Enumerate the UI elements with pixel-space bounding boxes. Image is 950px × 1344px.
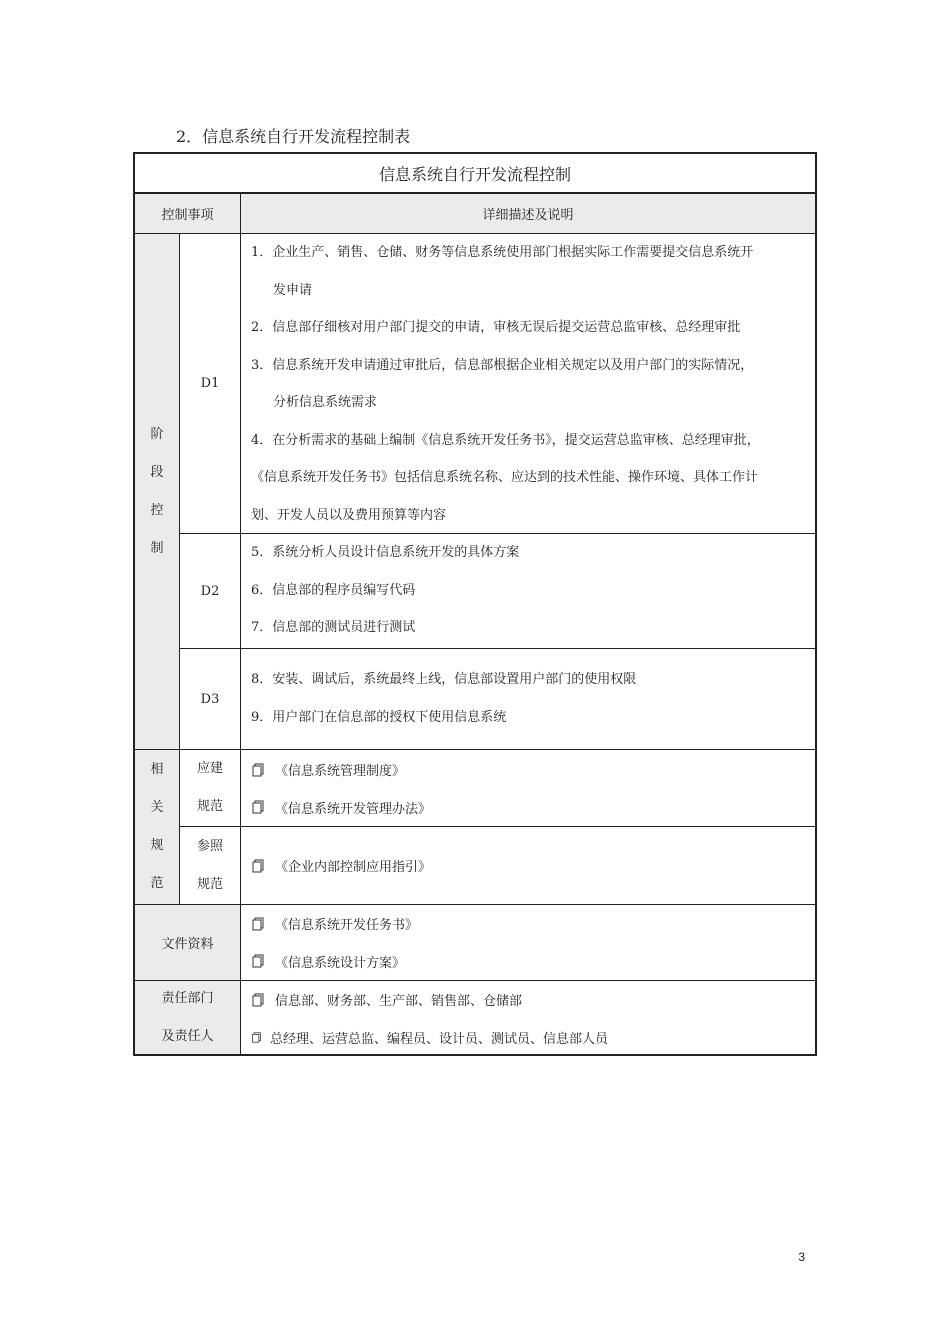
stage-d3-description xyxy=(241,649,815,750)
label-char: 段 xyxy=(150,464,164,480)
documents-label: 文件资料 xyxy=(135,905,241,981)
responsible-text: 信息部、财务部、生产部、销售部、仓储部 xyxy=(275,994,523,1010)
documents-list xyxy=(241,905,815,981)
description-line: 《信息系统开发任务书》包括信息系统名称、应达到的技术性能、操作环境、具体工作计 xyxy=(251,470,759,485)
description-line: 8．安装、调试后，系统最终上线，信息部设置用户部门的使用权限 xyxy=(251,672,637,687)
label-line: 应建 xyxy=(196,761,223,776)
label-char: 制 xyxy=(150,540,164,556)
document-icon xyxy=(251,954,265,968)
document-icon xyxy=(251,763,265,777)
document-icon xyxy=(251,1032,262,1043)
document-icon xyxy=(251,993,265,1007)
document-item xyxy=(251,905,815,943)
description-line: 3．信息系统开发申请通过审批后，信息部根据企业相关规定以及用户部门的实际情况， xyxy=(251,357,754,373)
label-char: 阶 xyxy=(150,426,164,442)
stage-id-d2: D2 xyxy=(180,534,241,649)
stage-d2-description xyxy=(241,534,815,649)
stage-id-d1: D1 xyxy=(180,234,241,534)
related-norms-label xyxy=(135,750,180,905)
document-item xyxy=(251,751,815,789)
label-char: 范 xyxy=(150,876,164,891)
header-control-item: 控制事项 xyxy=(135,194,241,234)
label-char: 相 xyxy=(150,762,164,777)
stage-id-d3: D3 xyxy=(180,649,241,750)
label-line: 参照 xyxy=(196,838,223,854)
description-line: 4．在分析需求的基础上编制《信息系统开发任务书》，提交运营总监审核、总经理审批， xyxy=(251,432,760,448)
document-item xyxy=(251,943,815,981)
control-table xyxy=(133,152,817,1056)
description-line: 1．企业生产、销售、仓储、财务等信息系统使用部门根据实际工作需要提交信息系统开 xyxy=(251,245,754,260)
description-line: 2．信息部仔细核对用户部门提交的申请，审核无误后提交运营总监审核、总经理审批 xyxy=(251,320,741,335)
should-build-norms-list xyxy=(241,750,815,827)
description-line: 7．信息部的测试员进行测试 xyxy=(251,620,416,635)
section-heading: 2．信息系统自行开发流程控制表 xyxy=(176,127,411,146)
document-title: 《信息系统开发管理办法》 xyxy=(275,801,432,817)
document-item xyxy=(251,847,431,885)
header-description: 详细描述及说明 xyxy=(241,194,815,234)
label-line: 及责任人 xyxy=(161,1028,214,1044)
label-char: 控 xyxy=(150,502,164,518)
label-line: 责任部门 xyxy=(161,990,214,1006)
label-char: 关 xyxy=(150,800,164,815)
table-title: 信息系统自行开发流程控制 xyxy=(135,154,815,194)
responsibility-label xyxy=(135,981,241,1054)
description-line: 6．信息部的程序员编写代码 xyxy=(251,582,416,598)
reference-norms-list xyxy=(241,827,815,905)
label-line: 规范 xyxy=(196,876,223,892)
label-line: 规范 xyxy=(196,799,223,814)
stage-d1-description xyxy=(241,234,815,534)
label-char: 规 xyxy=(150,838,164,853)
reference-norms-label xyxy=(180,827,241,905)
document-icon xyxy=(251,917,265,931)
document-item xyxy=(251,789,815,827)
description-line: 发申请 xyxy=(273,282,313,298)
responsible-text: 总经理、运营总监、编程员、设计员、测试员、信息部人员 xyxy=(270,1031,609,1047)
description-line: 分析信息系统需求 xyxy=(273,395,378,410)
document-icon xyxy=(251,800,265,814)
document-title: 《信息系统设计方案》 xyxy=(275,955,406,971)
should-build-norms-label xyxy=(180,750,241,827)
document-title: 《企业内部控制应用指引》 xyxy=(275,860,432,875)
description-line: 划、开发人员以及费用预算等内容 xyxy=(251,507,447,523)
document-icon xyxy=(251,859,265,873)
page-number: 3 xyxy=(798,1250,805,1264)
responsible-item xyxy=(251,1019,815,1057)
description-line: 5．系统分析人员设计信息系统开发的具体方案 xyxy=(251,545,520,560)
responsibility-list xyxy=(241,981,815,1054)
document-title: 《信息系统管理制度》 xyxy=(275,764,406,780)
description-line: 9．用户部门在信息部的授权下使用信息系统 xyxy=(251,709,507,725)
stage-control-label xyxy=(135,234,180,750)
responsible-item xyxy=(251,981,815,1019)
document-title: 《信息系统开发任务书》 xyxy=(275,918,419,934)
